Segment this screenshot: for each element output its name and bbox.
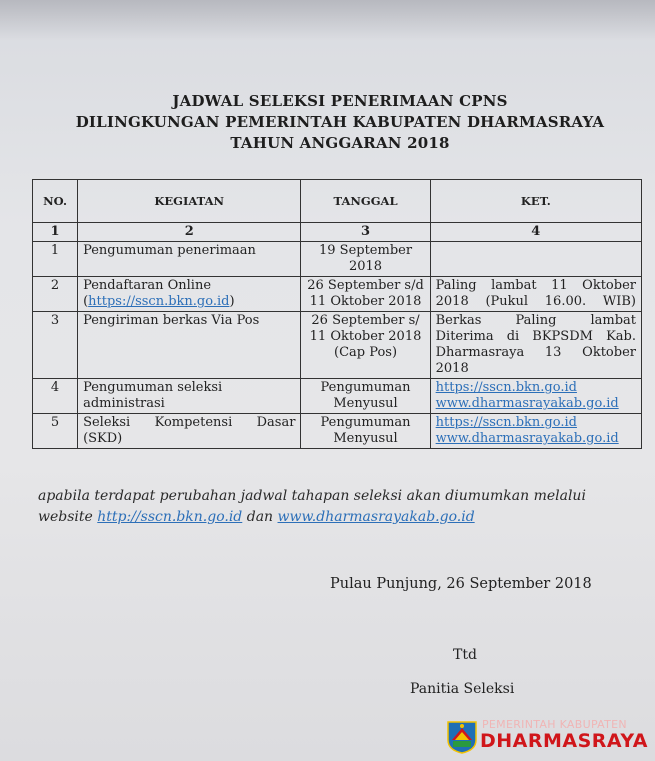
- table-row: [33, 414, 642, 449]
- document-title-line-2: DILINGKUNGAN PEMERINTAH KABUPATEN DHARMASRAYA: [75, 113, 605, 131]
- table-row: [33, 312, 642, 379]
- column-number: 1: [33, 223, 78, 242]
- row-ket: [430, 242, 641, 277]
- row-ket: Berkas Paling lambat Diterima di BKPSDM Kab. Dharmasraya 13 Oktober 2018: [430, 312, 641, 379]
- signature-ttd: Ttd: [453, 647, 477, 663]
- row-no: 5: [33, 414, 78, 449]
- row-kegiatan-label: Pendaftaran Online: [83, 278, 212, 293]
- row-kegiatan: Pengumuman seleksi administrasi: [78, 379, 301, 414]
- row-ket: [430, 414, 641, 449]
- signature-panitia: Panitia Seleksi: [410, 681, 515, 697]
- place-date: Pulau Punjung, 26 September 2018: [330, 576, 592, 592]
- announcement-note: [38, 486, 644, 528]
- paren-close: ): [229, 294, 235, 309]
- paren-open: (: [83, 294, 89, 309]
- header-tanggal: TANGGAL: [301, 180, 430, 223]
- column-number: 2: [78, 223, 301, 242]
- photo-top-shadow: [0, 0, 655, 40]
- document-title-line-1: JADWAL SELEKSI PENERIMAAN CPNS: [172, 92, 508, 110]
- table-row: [33, 242, 642, 277]
- table-header-row: [33, 180, 642, 223]
- header-ket: KET.: [430, 180, 641, 223]
- dharmasraya-emblem-icon: [446, 720, 478, 754]
- row-kegiatan: Pengiriman berkas Via Pos: [78, 312, 301, 379]
- note-dharmasraya-link[interactable]: www.dharmasrayakab.go.id: [277, 509, 475, 525]
- schedule-table: [32, 179, 642, 449]
- table-row: [33, 379, 642, 414]
- row-tanggal: 26 September s/d 11 Oktober 2018: [301, 277, 430, 312]
- dharmasraya-link[interactable]: www.dharmasrayakab.go.id: [435, 396, 619, 411]
- row-no: 2: [33, 277, 78, 312]
- document-title-line-3: TAHUN ANGGARAN 2018: [230, 134, 450, 152]
- watermark-top-text: PEMERINTAH KABUPATEN: [482, 718, 627, 731]
- dharmasraya-link[interactable]: www.dharmasrayakab.go.id: [435, 431, 619, 446]
- sscn-link[interactable]: https://sscn.bkn.go.id: [435, 380, 577, 395]
- header-no: NO.: [33, 180, 78, 223]
- row-tanggal: 26 September s/ 11 Oktober 2018 (Cap Pos): [301, 312, 430, 379]
- row-ket: [430, 379, 641, 414]
- sscn-link[interactable]: https://sscn.bkn.go.id: [88, 294, 230, 309]
- row-kegiatan: Pengumuman penerimaan: [78, 242, 301, 277]
- row-no: 4: [33, 379, 78, 414]
- watermark-logo: [446, 718, 651, 758]
- column-number-row: [33, 223, 642, 242]
- column-number: 3: [301, 223, 430, 242]
- sscn-link[interactable]: https://sscn.bkn.go.id: [435, 415, 577, 430]
- row-kegiatan: [78, 277, 301, 312]
- row-tanggal: Pengumuman Menyusul: [301, 379, 430, 414]
- row-tanggal: Pengumuman Menyusul: [301, 414, 430, 449]
- row-kegiatan-label: Seleksi Kompetensi Dasar (SKD): [83, 415, 296, 446]
- column-number: 4: [430, 223, 641, 242]
- header-kegiatan: KEGIATAN: [78, 180, 301, 223]
- note-conjunction: dan: [246, 509, 274, 525]
- row-no: 1: [33, 242, 78, 277]
- row-kegiatan: [78, 414, 301, 449]
- table-row: [33, 277, 642, 312]
- note-text: apabila terdapat perubahan jadwal tahapan seleksi akan diumumkan melalui website: [38, 488, 586, 525]
- row-ket: Paling lambat 11 Oktober 2018 (Pukul 16.00. WIB): [430, 277, 641, 312]
- watermark-main-text: DHARMASRAYA: [480, 730, 648, 752]
- row-tanggal: 19 September 2018: [301, 242, 430, 277]
- row-no: 3: [33, 312, 78, 379]
- note-sscn-link[interactable]: http://sscn.bkn.go.id: [97, 509, 243, 525]
